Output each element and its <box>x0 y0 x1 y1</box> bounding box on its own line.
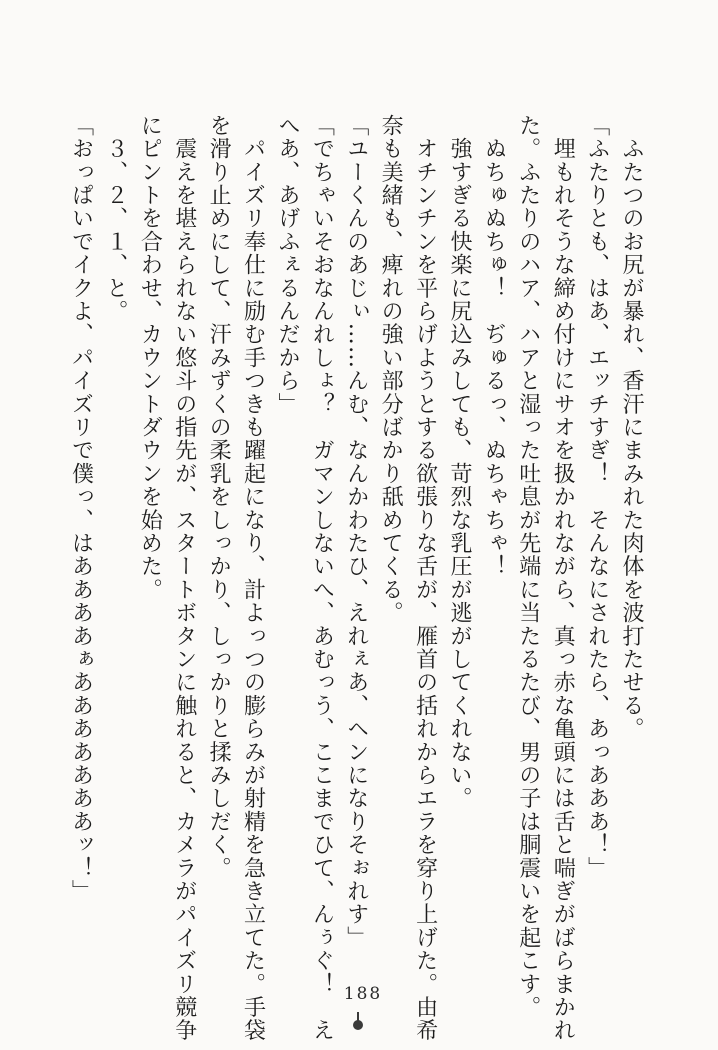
text-line: 強すぎる快楽に尻込みしても、苛烈な乳圧が逃がしてくれない。 <box>446 114 472 810</box>
ornament-dot-icon <box>353 1020 363 1030</box>
text-line: ３、２、１、と。 <box>102 114 128 323</box>
text-line: 震えを堪えられない悠斗の指先が、スタートボタンに触れると、カメラがパイズリ競争 <box>171 114 197 1042</box>
page-marker-ornament <box>352 1012 364 1034</box>
text-line: へあ、あげふぇるんだから」 <box>274 114 300 416</box>
text-line: にピントを合わせ、カウントダウンを始めた。 <box>137 114 163 602</box>
text-line: 「でちゃいそおなんれしょ？ ガマンしないへ、あむっう、ここまでひて、んぅぐ！ え <box>309 114 335 1042</box>
text-line: を滑り止めにして、汗みずくの柔乳をしっかり、しっかりと揉みしだく。 <box>206 114 232 880</box>
text-line: ぬちゅぬちゅ！ ぢゅるっ、ぬちゃちゃ！ <box>481 114 507 578</box>
text-line: た。ふたりのハア、ハアと湿った吐息が先端に当たるたび、男の子は胴震いを起こす。 <box>515 114 541 1019</box>
text-line: 埋もれそうな締め付けにサオを扱かれながら、真っ赤な亀頭には舌と喘ぎがばらまかれ <box>550 114 576 1042</box>
text-line: 奈も美緒も、痺れの強い部分ばかり舐めてくる。 <box>378 114 404 625</box>
text-line: 「おっぱいでイクよ、パイズリで僕っ、はああああぁあああああああッ！」 <box>68 114 94 903</box>
text-line: 「ふたりとも、はあ、エッチすぎ！ そんなにされたら、あっあああ！」 <box>584 114 610 880</box>
text-line: ふたつのお尻が暴れ、香汗にまみれた肉体を波打たせる。 <box>619 114 644 741</box>
text-line: オチンチンを平らげようとする欲張りな舌が、雁首の括れからエラを穿り上げた。由希 <box>412 114 438 1042</box>
text-line: 「ユーくんのあじぃ……んむ、なんかわたひ、えれぇあ、ヘンになりそぉれす」 <box>343 114 369 950</box>
page-number: 188 <box>343 984 383 1004</box>
text-line: パイズリ奉仕に励む手つきも躍起になり、計よっつの膨らみが射精を急き立てた。手袋 <box>240 114 266 1042</box>
body-text <box>63 114 648 1050</box>
